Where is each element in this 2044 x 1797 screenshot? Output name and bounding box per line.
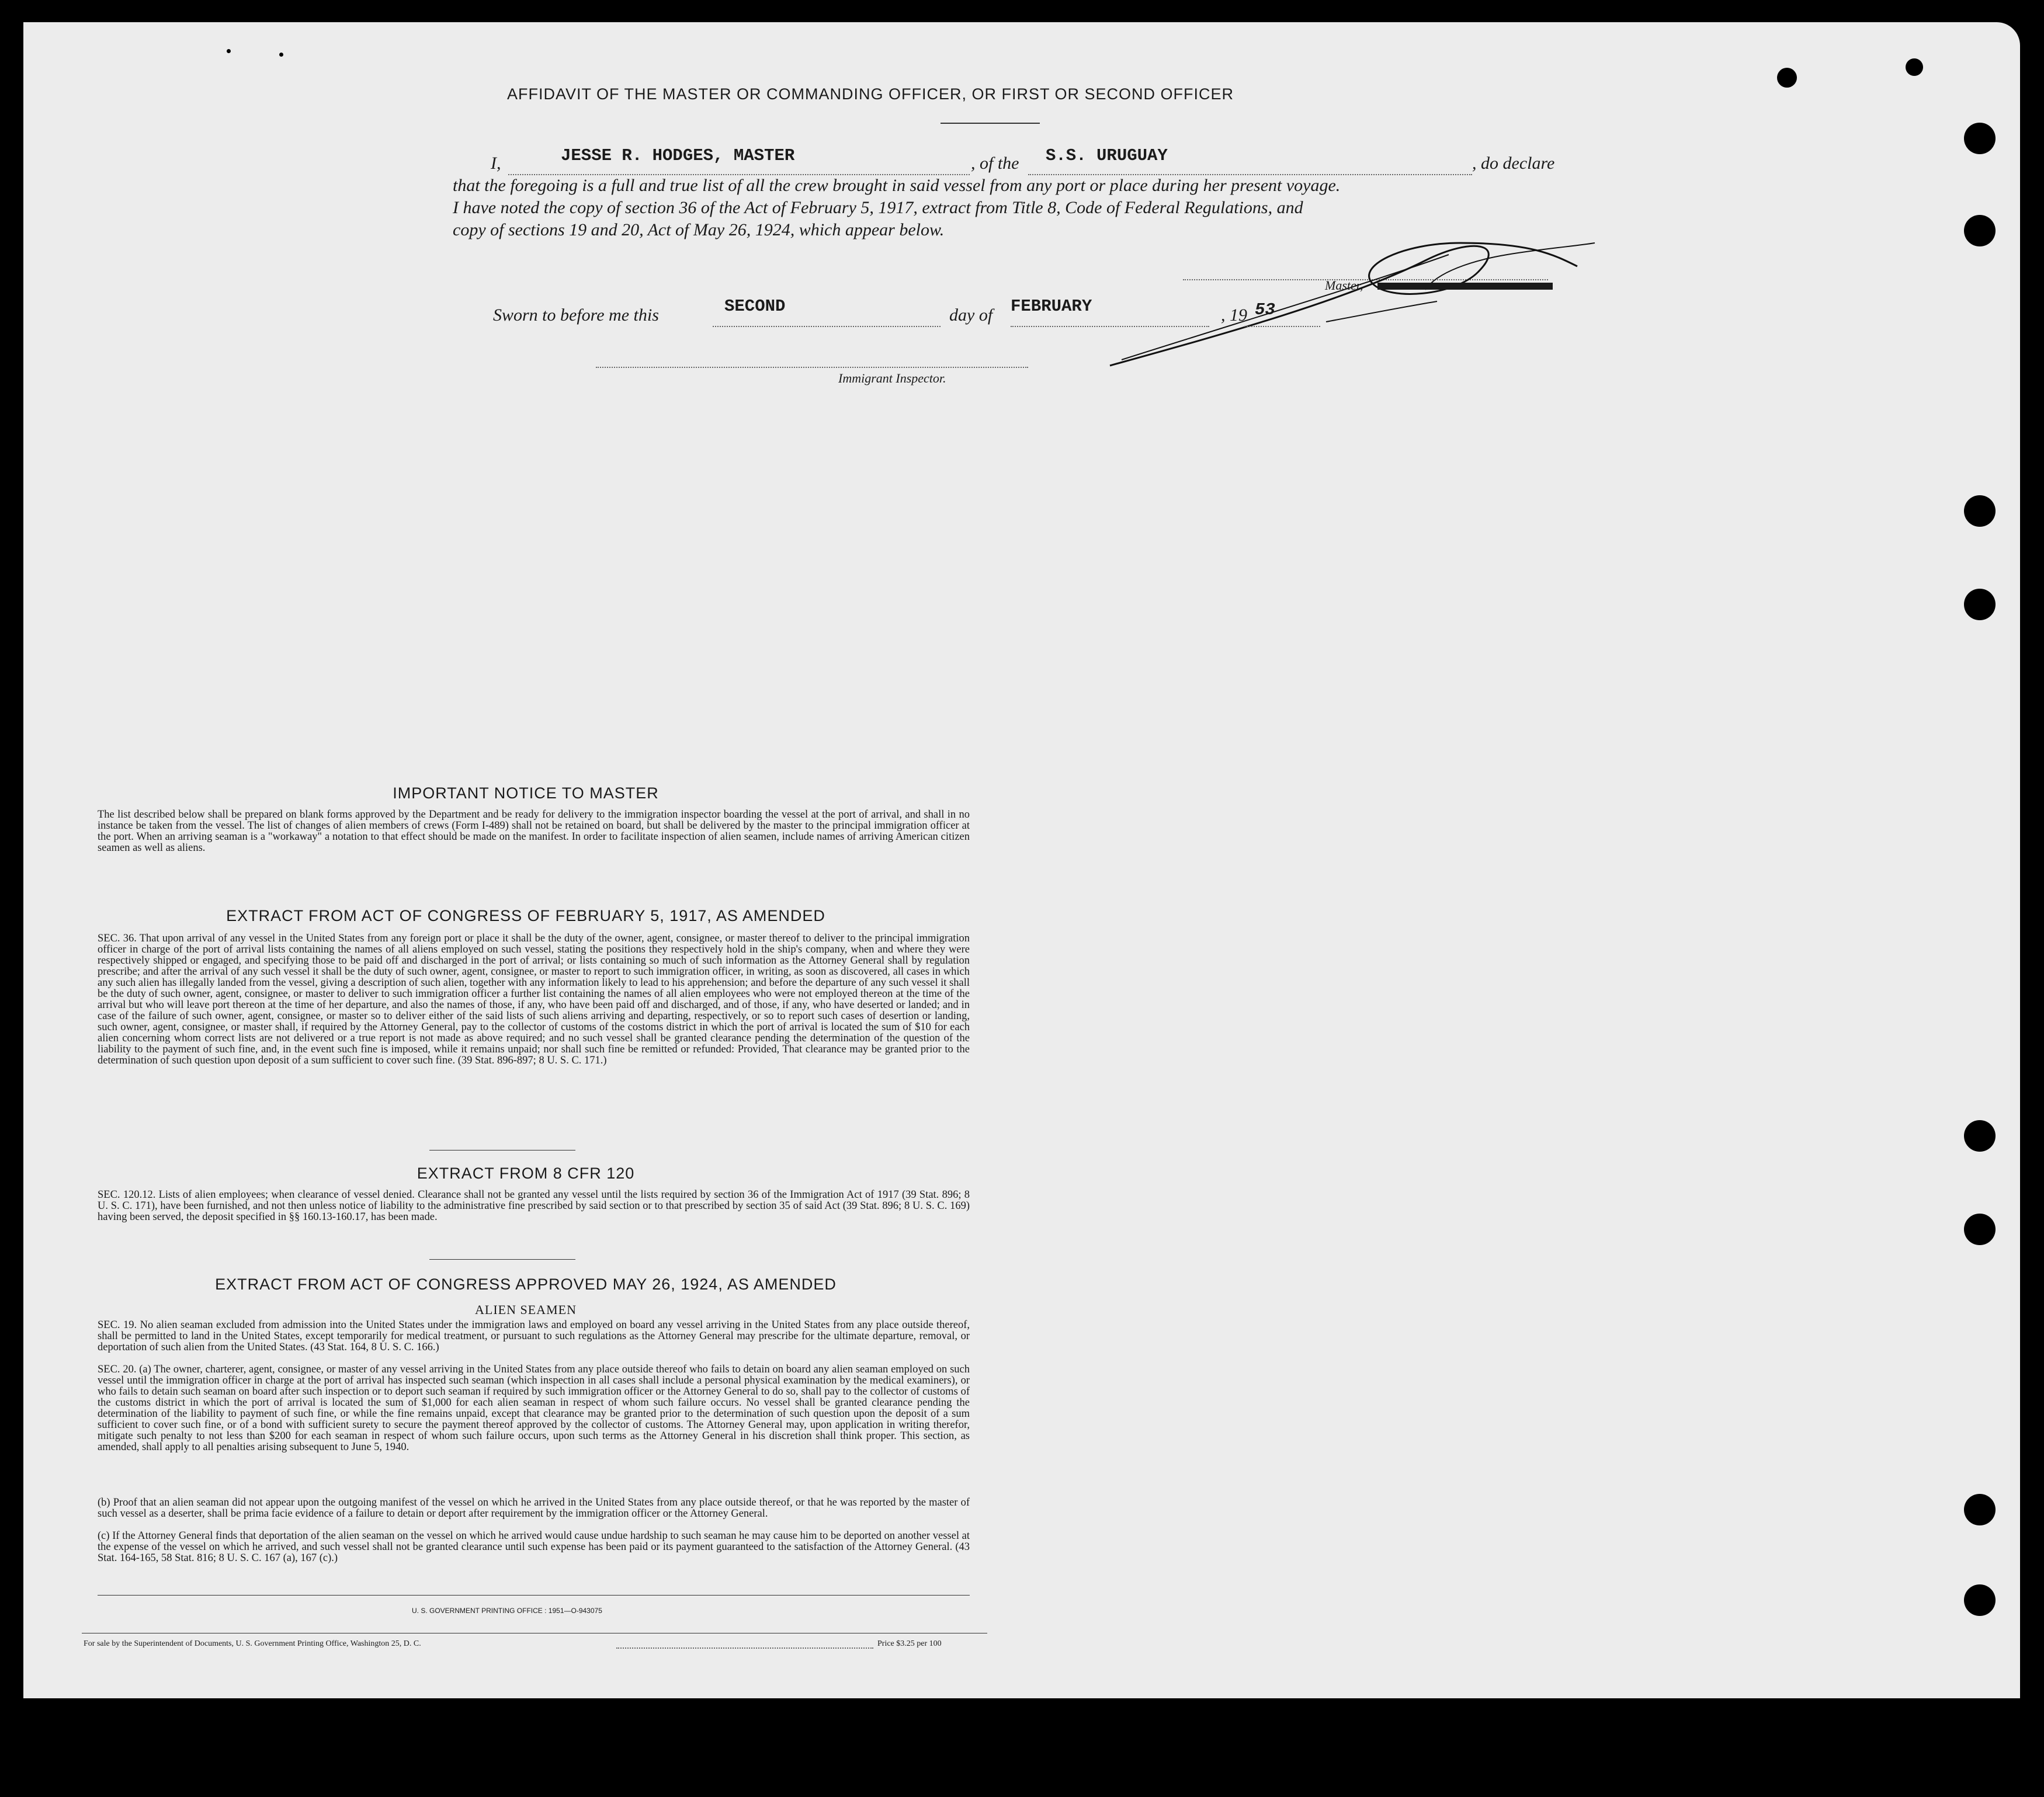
master-title-label: Master, <box>1325 278 1363 293</box>
punch-hole <box>1964 123 1996 154</box>
declaration-line-2: that the foregoing is a full and true list of all the crew brought in said vessel from any port or place during her present voyage. <box>453 176 1341 195</box>
speck <box>279 53 283 57</box>
day-field[interactable]: SECOND <box>724 297 786 316</box>
punch-hole <box>1964 1214 1996 1245</box>
gpo-imprint: U. S. GOVERNMENT PRINTING OFFICE : 1951—O-943075 <box>412 1607 602 1615</box>
struck-officer-title <box>1377 280 1553 293</box>
punch-hole <box>1964 589 1996 620</box>
alien-seamen-subheading: ALIEN SEAMEN <box>475 1302 577 1317</box>
punch-hole <box>1964 1494 1996 1525</box>
year-prefix: , 19 <box>1221 305 1247 325</box>
month-field[interactable]: FEBRUARY <box>1011 297 1092 316</box>
do-declare-label: , do declare <box>1472 154 1555 173</box>
day-of-label: day of <box>949 305 993 325</box>
year-field[interactable]: 53 <box>1255 300 1275 319</box>
section-rule <box>429 1259 575 1260</box>
i-label: I, <box>491 154 501 173</box>
act-1917-heading: EXTRACT FROM ACT OF CONGRESS OF FEBRUARY 5, 1917, AS AMENDED <box>226 907 825 924</box>
year-line <box>1244 326 1320 327</box>
inspector-line <box>596 367 1028 368</box>
act-1924-section-20a: SEC. 20. (a) The owner, charterer, agent, consignee, or master of any vessel arriving in the United States from any place outside thereof who fails to detain on board any alien seaman employed on such vessel until the immigration officer in charge at the port of arrival has inspected such seaman (which inspection in all cases shall include a personal physical examination by the medical examiners), or who fails to detain such seaman on board after such inspection or to deport such seaman if required by such immigration officer or the Attorney General to do so, shall pay to the collector of customs of the customs district in which the port of arrival is located the sum of $1,000 for each alien seaman in respect of whom such failure occurs. No vessel shall be granted clearance pending the determination of the liability to payment of such fine, or while the fine remains unpaid, except that clearance may be granted prior to the determination of such question upon the deposit of a sum sufficient to cover such fine, or of a bond with sufficient surety to secure the payment thereof approved by the collector of customs. The Attorney General may, upon application in writing therefor, mitigate such penalty to not less than $200 for each seaman in respect of whom such failure occurs, upon such terms as the Attorney General in his discretion shall think proper. This section, as amended, shall apply to all penalties arising subsequent to June 5, 1940. <box>98 1364 970 1453</box>
day-line <box>713 326 941 327</box>
punch-hole <box>1964 495 1996 527</box>
punch-hole <box>1964 1120 1996 1152</box>
punch-hole <box>1906 58 1923 76</box>
sale-notice: For sale by the Superintendent of Documents, U. S. Government Printing Office, Washington 25, D. C. <box>84 1639 421 1648</box>
punch-hole <box>1777 68 1797 88</box>
cfr-heading: EXTRACT FROM 8 CFR 120 <box>417 1165 635 1182</box>
sworn-label: Sworn to before me this <box>493 305 659 325</box>
act-1917-section-36: SEC. 36. That upon arrival of any vessel in the United States from any foreign port or place it shall be the duty of the owner, agent, consignee, or master thereof to deliver to the principal immigration officer in charge of the port of arrival lists containing the names of all aliens employed on such vessel, stating the positions they respectively hold in the ship's company, when and where they were respectively shipped or engaged, and specifying those to be paid off and discharged in the port of arrival; or lists containing so much of such information as the Attorney General shall by regulation prescribe; and after the arrival of any such vessel it shall be the duty of such owner, agent, consignee, or master to report to such immigration officer, in writing, as soon as discovered, all cases in which any such alien has illegally landed from the vessel, giving a description of such alien, together with any information likely to lead to his apprehension; and before the departure of any such vessel it shall be the duty of such owner, agent, consignee, or master to deliver to such immigration officer a further list containing the names of all alien employees who were not employed thereon at the time of the arrival but who will leave port thereon at the time of her departure, and also the names of those, if any, who have been paid off and discharged, and of those, if any, who have deserted or landed; and in case of the failure of such owner, agent, consignee, or master so to deliver either of the said lists of such aliens arriving and departing, respectively, or so to report such cases of desertion or landing, such owner, agent, consignee, or master shall, if required by the Attorney General, pay to the collector of customs of the costoms district in which the port of arrival is located the sum of $10 for each alien concerning whom correct lists are not delivered or a true report is not made as above required; and no such vessel shall be granted clearance pending the determination of the question of the liability to the payment of such fine, and, in the event such fine is imposed, while it remains unpaid; nor shall such fine be remitted or refunded: Provided, That clearance may be granted prior to the determination of such question upon deposit of a sum sufficient to cover such fine. (39 Stat. 896-897; 8 U. S. C. 171.) <box>98 933 970 1066</box>
master-signature <box>1098 220 1601 377</box>
month-line <box>1011 326 1209 327</box>
inspector-label: Immigrant Inspector. <box>838 371 946 385</box>
sale-leader <box>616 1647 873 1649</box>
footer-rule <box>98 1595 970 1596</box>
affidavit-title: AFFIDAVIT OF THE MASTER OR COMMANDING OFFICER, OR FIRST OR SECOND OFFICER <box>506 85 1234 103</box>
declaration-line-4: copy of sections 19 and 20, Act of May 26, 1924, which appear below. <box>453 220 945 239</box>
master-name-field[interactable]: JESSE R. HODGES, MASTER <box>561 146 795 165</box>
of-the-label: , of the <box>971 154 1019 173</box>
vessel-name-field[interactable]: S.S. URUGUAY <box>1046 146 1168 165</box>
act-1924-heading: EXTRACT FROM ACT OF CONGRESS APPROVED MAY 26, 1924, AS AMENDED <box>215 1275 837 1293</box>
act-1924-section-19: SEC. 19. No alien seaman excluded from admission into the United States under the immigration laws and employed on board any vessel arriving in the United States from any place outside thereof, shall be permitted to land in the United States, except temporarily for medical treatment, or pursuant to such regulations as the Attorney General may prescribe for the ultimate departure, removal, or deportation of such alien from the United States. (43 Stat. 164, 8 U. S. C. 166.) <box>98 1319 970 1353</box>
notice-body: The list described below shall be prepared on blank forms approved by the Department and be ready for delivery to the immigration inspector boarding the vessel at the port of arrival, and shall in no instance be taken from the vessel. The list of changes of alien members of crews (Form I-489) shall not be retained on board, but shall be delivered by the master to the principal immigration officer at the port. When an arriving seaman is a "workaway" a notation to that effect should be made on the manifest. In order to facilitate inspection of alien seamen, include names of arriving American citizen seamen as well as aliens. <box>98 809 970 854</box>
act-1924-section-20b: (b) Proof that an alien seaman did not appear upon the outgoing manifest of the vessel on which he arrived in the United States from any place outside thereof, or that he was reported by the master of such vessel as a deserter, shall be prima facie evidence of a failure to detain or deport after requirement by the immigration officer or the Attorney General. <box>98 1497 970 1520</box>
speck <box>227 49 231 53</box>
punch-hole <box>1964 1584 1996 1616</box>
form-sheet <box>23 22 2020 1698</box>
act-1924-section-20c: (c) If the Attorney General finds that deportation of the alien seaman on the vessel on which he arrived would cause undue hardship to such seaman he may cause him to be deported on another vessel at the expense of the vessel on which he arrived, and such vessel shall not be granted clearance until such expense has been paid or its payment guaranteed to the satisfaction of the Attorney General. (43 Stat. 164-165, 58 Stat. 816; 8 U. S. C. 167 (a), 167 (c).) <box>98 1530 970 1564</box>
punch-hole <box>1964 215 1996 246</box>
master-name-line <box>508 174 970 175</box>
vessel-line <box>1028 174 1472 175</box>
cfr-section-120-12: SEC. 120.12. Lists of alien employees; when clearance of vessel denied. Clearance shall not be granted any vessel until the lists required by section 36 of the Immigration Act of 1917 (39 Stat. 896; 8 U. S. C. 171), have been furnished, and not then unless notice of liability to the administrative fine prescribed by said section or to that prescribed by section 35 of said Act (39 Stat. 896; 8 U. S. C. 169) having been served, the deposit specified in §§ 160.13-160.17, has been made. <box>98 1189 970 1223</box>
section-rule <box>429 1150 575 1151</box>
title-rule <box>941 123 1040 124</box>
price-notice: Price $3.25 per 100 <box>877 1639 942 1648</box>
notice-heading: IMPORTANT NOTICE TO MASTER <box>393 784 659 802</box>
declaration-line-3: I have noted the copy of section 36 of the Act of February 5, 1917, extract from Title 8, Code of Federal Regulations, and <box>453 198 1303 217</box>
